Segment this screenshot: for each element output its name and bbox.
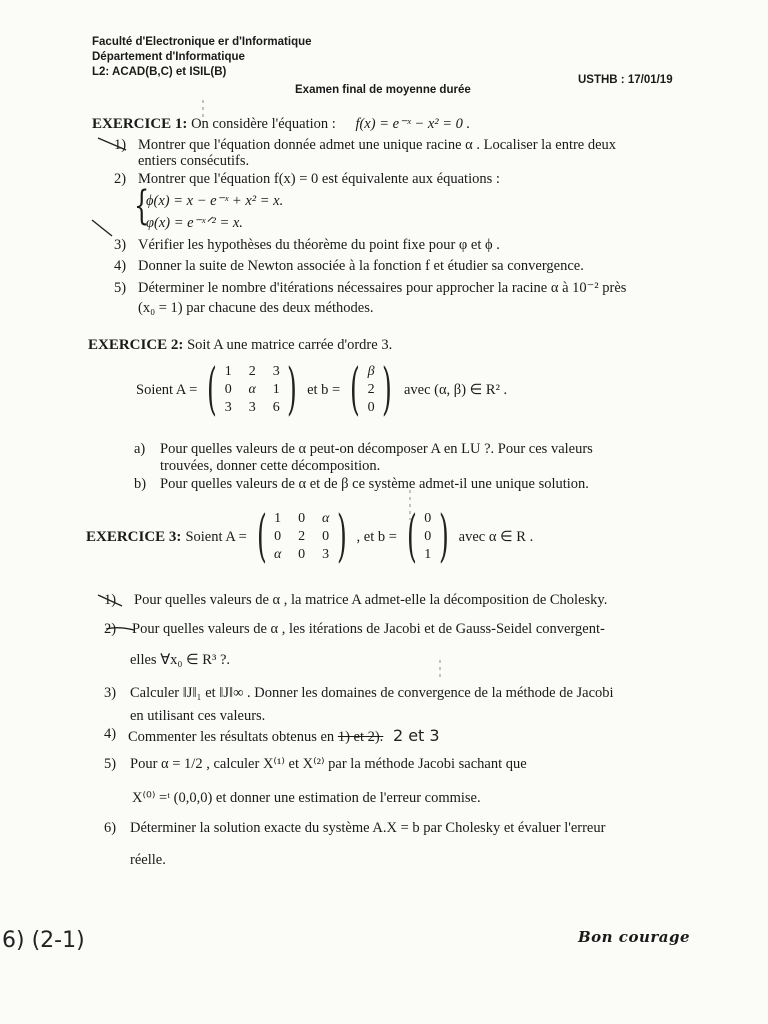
ex1-q3-text: Vérifier les hypothèses du théorème du point fixe pour φ et ϕ . xyxy=(138,237,500,253)
ex3-q6-text-cont: réelle. xyxy=(130,852,166,868)
ex1-q1-number: 1) xyxy=(114,137,127,153)
ex1-system-eq1: ϕ(x) = x − e⁻ˣ + x² = x. xyxy=(146,193,284,209)
ex3-matrix-A: ( 1 0 α 0 2 0 α 0 3 ) xyxy=(256,504,347,569)
ex3-vector-b: ( 0 0 1 ) xyxy=(406,504,449,569)
ex1-q4-number: 4) xyxy=(114,258,127,274)
exercise-1-intro: On considère l'équation : xyxy=(191,116,336,132)
pen-tick-mark xyxy=(98,595,122,606)
ex3-q1-number: 1) xyxy=(104,592,117,608)
exercise-3-title: EXERCICE 3: xyxy=(86,528,182,545)
ex3-q2-text: Pour quelles valeurs de α , les itérations de Jacobi et de Gauss-Seidel convergent- xyxy=(132,621,605,637)
ex2-qb-number: b) xyxy=(134,476,147,492)
ex1-q1-text-cont: entiers consécutifs. xyxy=(138,153,250,169)
department-name: Département d'Informatique xyxy=(92,51,245,63)
ex3-q3-number: 3) xyxy=(104,685,117,701)
ex2-qa-text-cont: trouvées, donner cette décomposition. xyxy=(160,458,381,474)
ex2-qb-text: Pour quelles valeurs de α et de β ce système admet-il une unique solution. xyxy=(160,476,589,492)
system-brace: { xyxy=(134,183,150,229)
ex3-q4-text: Commenter les résultats obtenus en xyxy=(128,729,335,745)
ex3-q6-number: 6) xyxy=(104,820,117,836)
ex2-soient-label: Soient A = xyxy=(136,381,198,398)
pen-tick-mark xyxy=(98,138,126,150)
faculty-name: Faculté d'Electronique er d'Informatique xyxy=(92,36,312,48)
exam-title: Examen final de moyenne durée xyxy=(295,84,471,96)
ex3-q3-text-cont: en utilisant ces valeurs. xyxy=(130,708,266,724)
ex3-q4-struck-text: 1) et 2). xyxy=(337,729,384,745)
ex3-avec-text: avec α ∈ R . xyxy=(458,528,534,545)
class-level: L2: ACAD(B,C) et ISIL(B) xyxy=(92,66,227,78)
ex1-q5-number: 5) xyxy=(114,280,127,296)
ex1-system-eq2: φ(x) = e⁻ˣᐟ² = x. xyxy=(146,215,243,231)
ex3-q2-text-cont: elles ∀x₀ ∈ R³ ?. xyxy=(130,652,231,668)
ex1-q2-number: 2) xyxy=(114,171,127,187)
exercise-2-title: EXERCICE 2: xyxy=(88,337,184,353)
ex3-soient-label: Soient A = xyxy=(185,528,247,545)
ex3-q1-text: Pour quelles valeurs de α , la matrice A admet-elle la décomposition de Cholesky. xyxy=(134,592,608,608)
ex2-et-b-label: et b = xyxy=(307,381,341,398)
ex1-q5-text-cont: (x₀ = 1) par chacune des deux méthodes. xyxy=(138,300,374,316)
ex2-vector-b: ( β 2 0 ) xyxy=(350,357,392,422)
ex3-et-b-label: , et b = xyxy=(356,528,397,545)
ex2-avec-text: avec (α, β) ∈ R² . xyxy=(403,381,508,398)
ex3-q3-text: Calculer ‖J‖₁ et ‖J‖∞ . Donner les domaines de convergence de la méthode de Jacobi xyxy=(130,685,614,701)
ex3-q5-text-cont: X⁽⁰⁾ =ᵗ (0,0,0) et donner une estimation de l'erreur commise. xyxy=(132,790,481,806)
ex1-q4-text: Donner la suite de Newton associée à la fonction f et étudier sa convergence. xyxy=(138,258,584,274)
ex3-q5-text: Pour α = 1/2 , calculer X⁽¹⁾ et X⁽²⁾ par la méthode Jacobi sachant que xyxy=(130,756,527,772)
ex2-matrix-A: ( 1 2 3 0 α 1 3 3 6 ) xyxy=(207,357,298,422)
ex3-q4-handwritten-correction: 2 et 3 xyxy=(392,726,440,745)
ex1-q3-number: 3) xyxy=(114,237,127,253)
exam-date: USTHB : 17/01/19 xyxy=(578,74,673,86)
ex2-qa-number: a) xyxy=(134,441,146,457)
exercise-2-intro: Soit A une matrice carrée d'ordre 3. xyxy=(187,337,393,353)
closing-remark: Bon courage xyxy=(578,928,691,946)
ex1-q1-text: Montrer que l'équation donnée admet une unique racine α . Localiser la entre deux xyxy=(138,137,617,153)
handwritten-margin-note: 6) (2-1) xyxy=(2,928,85,953)
ex3-q5-number: 5) xyxy=(104,756,117,772)
pen-tick-mark xyxy=(92,220,112,236)
pen-strike-mark xyxy=(106,628,134,630)
ex3-q2-number: 2) xyxy=(104,621,117,637)
ex2-qa-text: Pour quelles valeurs de α peut-on décomposer A en LU ?. Pour ces valeurs xyxy=(160,441,593,457)
ex1-q2-text: Montrer que l'équation f(x) = 0 est équivalente aux équations : xyxy=(138,171,500,187)
exercise-1-title: EXERCICE 1: xyxy=(92,116,188,132)
ex3-q4-number: 4) xyxy=(104,726,117,742)
exercise-1-equation: f(x) = e⁻ˣ − x² = 0 . xyxy=(355,116,471,132)
ex1-q5-text: Déterminer le nombre d'itérations nécessaires pour approcher la racine α à 10⁻² près xyxy=(138,280,627,296)
ex3-q6-text: Déterminer la solution exacte du système A.X = b par Cholesky et évaluer l'erreur xyxy=(130,820,606,836)
